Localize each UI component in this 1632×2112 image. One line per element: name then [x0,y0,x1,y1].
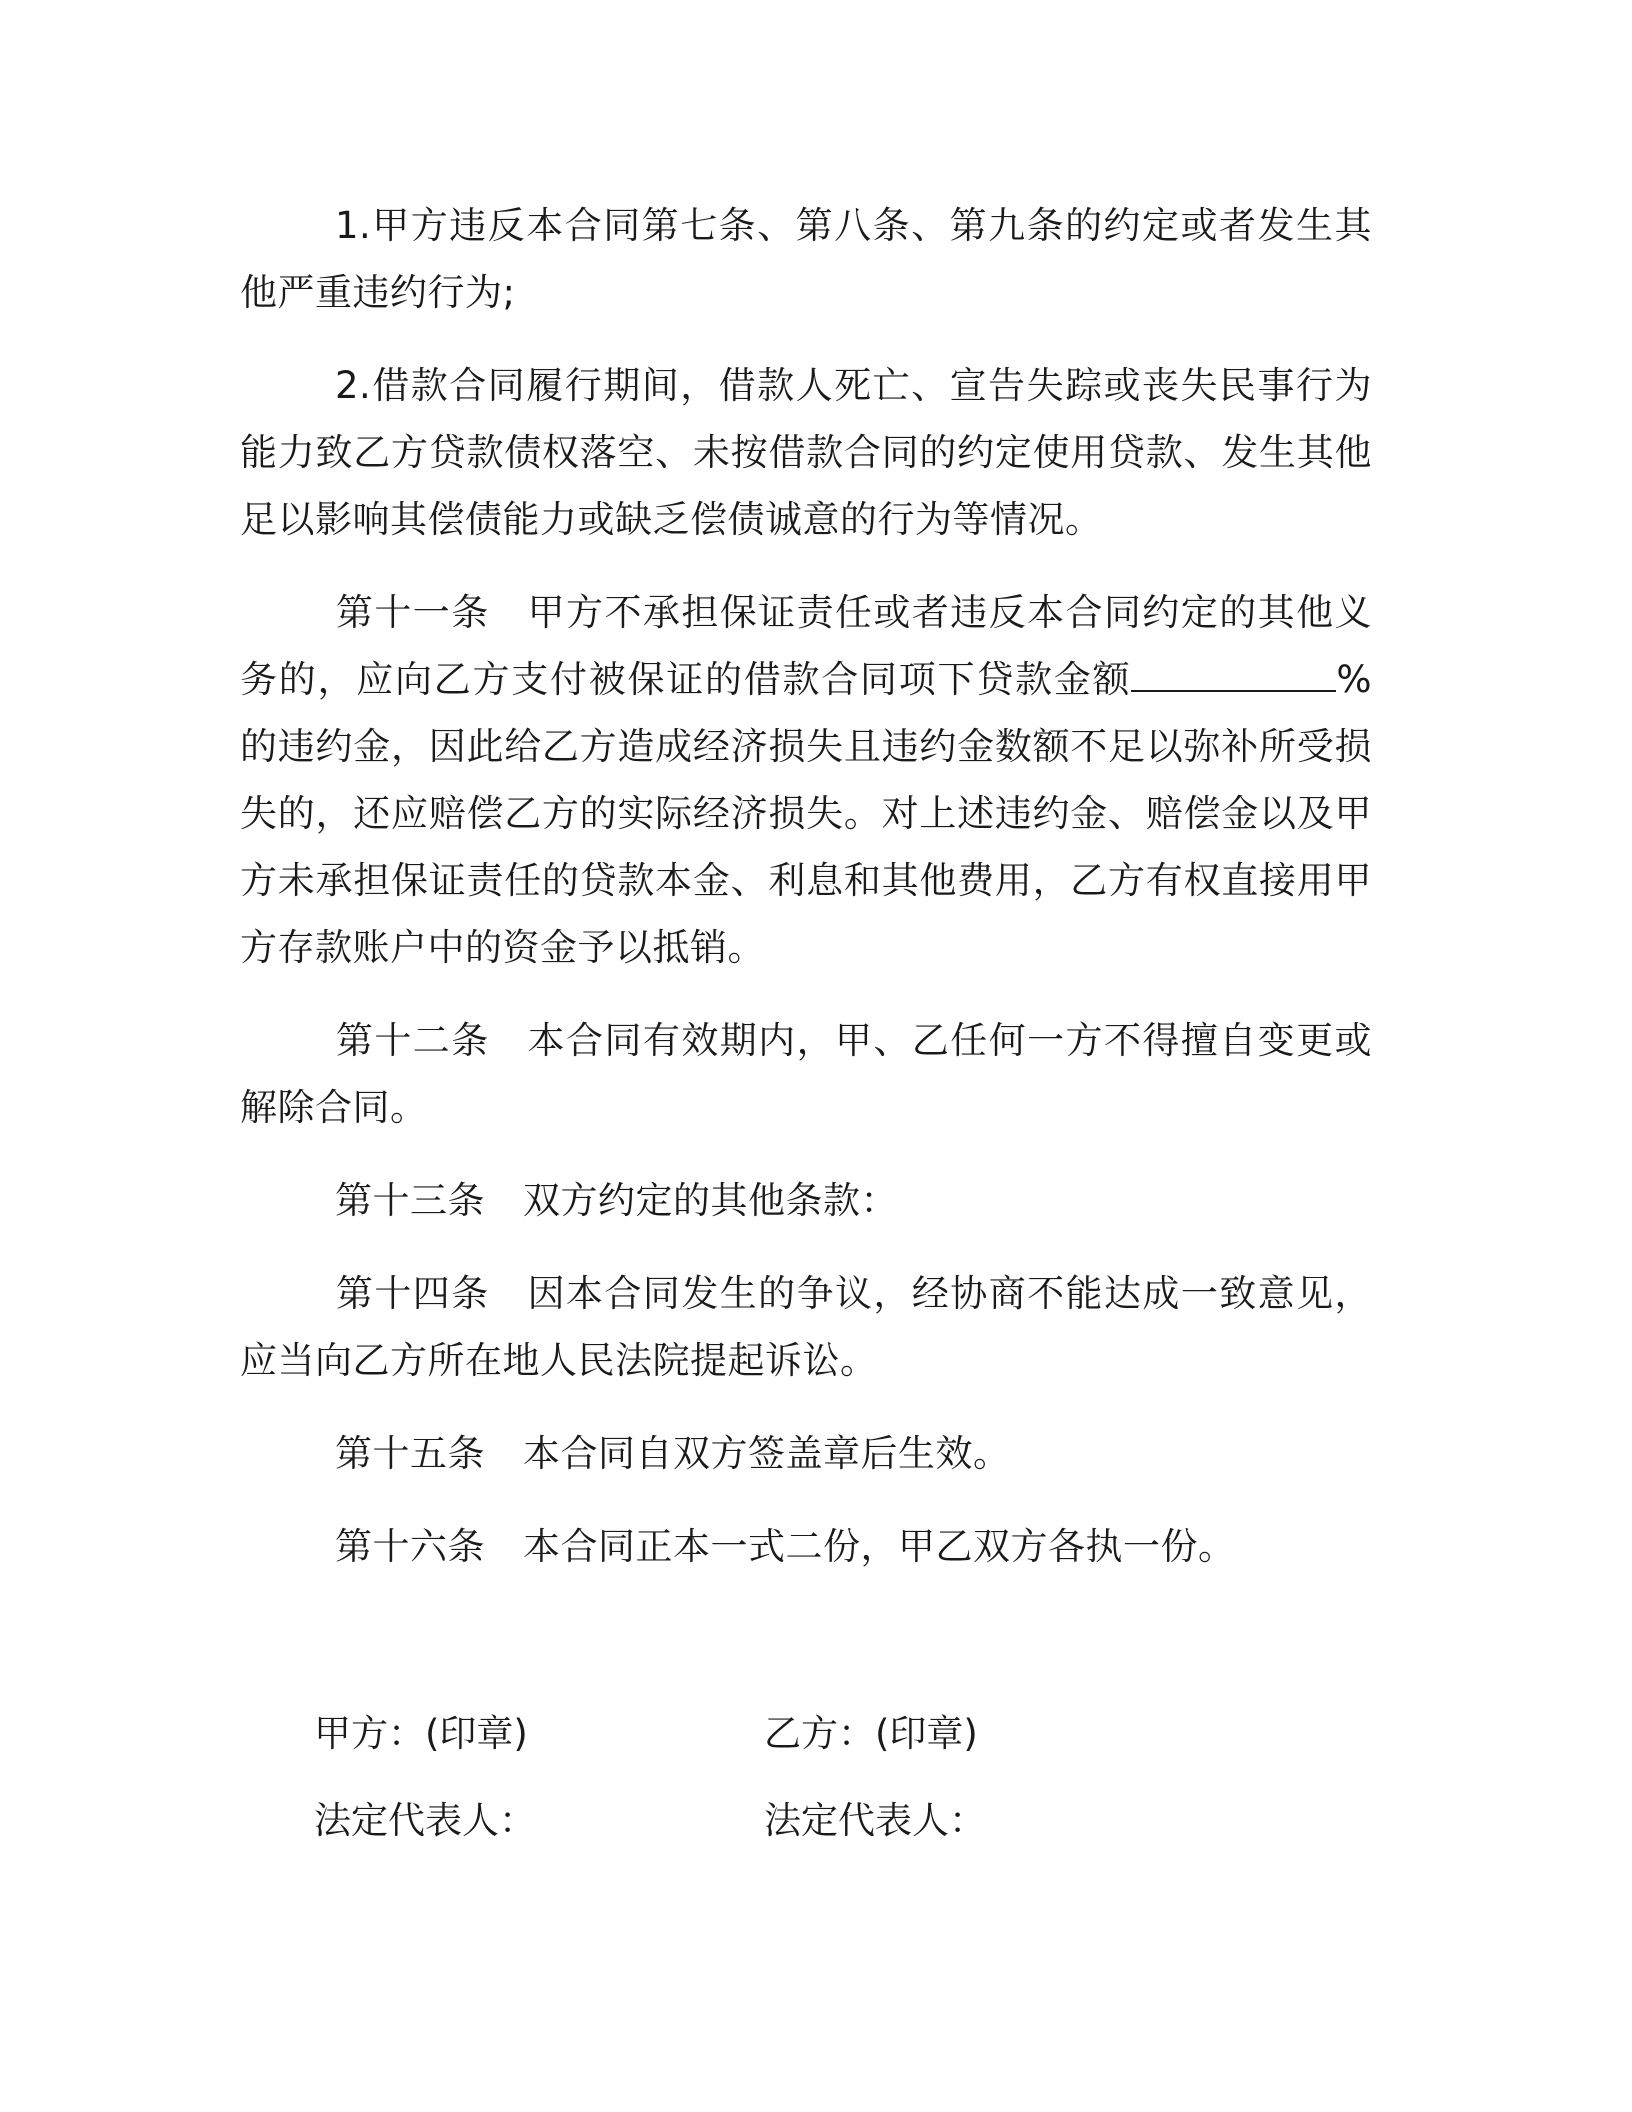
article-14 [240,1260,1372,1394]
contract-page [240,192,1372,1606]
article-12-text: 本合同有效期内，甲、乙任何一方不得擅自变更或解除合同。 [240,1019,1373,1129]
penalty-percentage-blank [1131,660,1336,692]
party-b-seal: 乙方：(印章) [764,1712,978,1755]
article-14-number: 第十四条 [335,1272,490,1315]
article-15 [240,1420,1372,1487]
party-a-seal: 甲方：(印章) [314,1712,528,1755]
article-15-text: 本合同自双方签盖章后生效。 [523,1432,1011,1475]
representative-row [314,1787,1214,1854]
article-16-number: 第十六条 [335,1525,485,1568]
clause-item-1-text: 1.甲方违反本合同第七条、第八条、第九条的约定或者发生其他严重违约行为; [240,204,1372,314]
party-a-representative: 法定代表人： [314,1799,536,1842]
party-b-representative: 法定代表人： [764,1799,986,1842]
clause-item-2-text: 2.借款合同履行期间，借款人死亡、宣告失踪或丧失民事行为能力致乙方贷款债权落空、未按借款合同的约定使用贷款、发生其他足以影响其偿债能力或缺乏偿债诚意的行为等情况。 [240,364,1372,541]
article-13-number: 第十三条 [335,1179,485,1222]
article-12-number: 第十二条 [335,1019,490,1062]
clause-item-2 [240,352,1372,553]
article-11-number: 第十一条 [335,591,490,634]
article-12 [240,1007,1372,1141]
article-15-number: 第十五条 [335,1432,485,1475]
article-14-text: 因本合同发生的争议，经协商不能达成一致意见，应当向乙方所在地人民法院提起诉讼。 [240,1272,1373,1382]
signature-block [314,1700,1214,1874]
article-11 [240,579,1372,981]
article-11-text-before: 甲方不承担保证责任或者违反本合同约定的其他义务的，应向乙方支付被保证的借款合同项下贷款金额 [240,591,1373,701]
clause-item-1 [240,192,1372,326]
article-16-text: 本合同正本一式二份，甲乙双方各执一份。 [523,1525,1236,1568]
article-13 [240,1167,1372,1234]
article-16 [240,1513,1372,1580]
seal-row [314,1700,1214,1767]
article-11-text-after: %的违约金，因此给乙方造成经济损失且违约金数额不足以弥补所受损失的，还应赔偿乙方的实际经济损失。对上述违约金、赔偿金以及甲方未承担保证责任的贷款本金、利息和其他费用，乙方有权直接用甲方存款账户中的资金予以抵销。 [240,658,1372,969]
article-13-text: 双方约定的其他条款： [523,1179,898,1222]
